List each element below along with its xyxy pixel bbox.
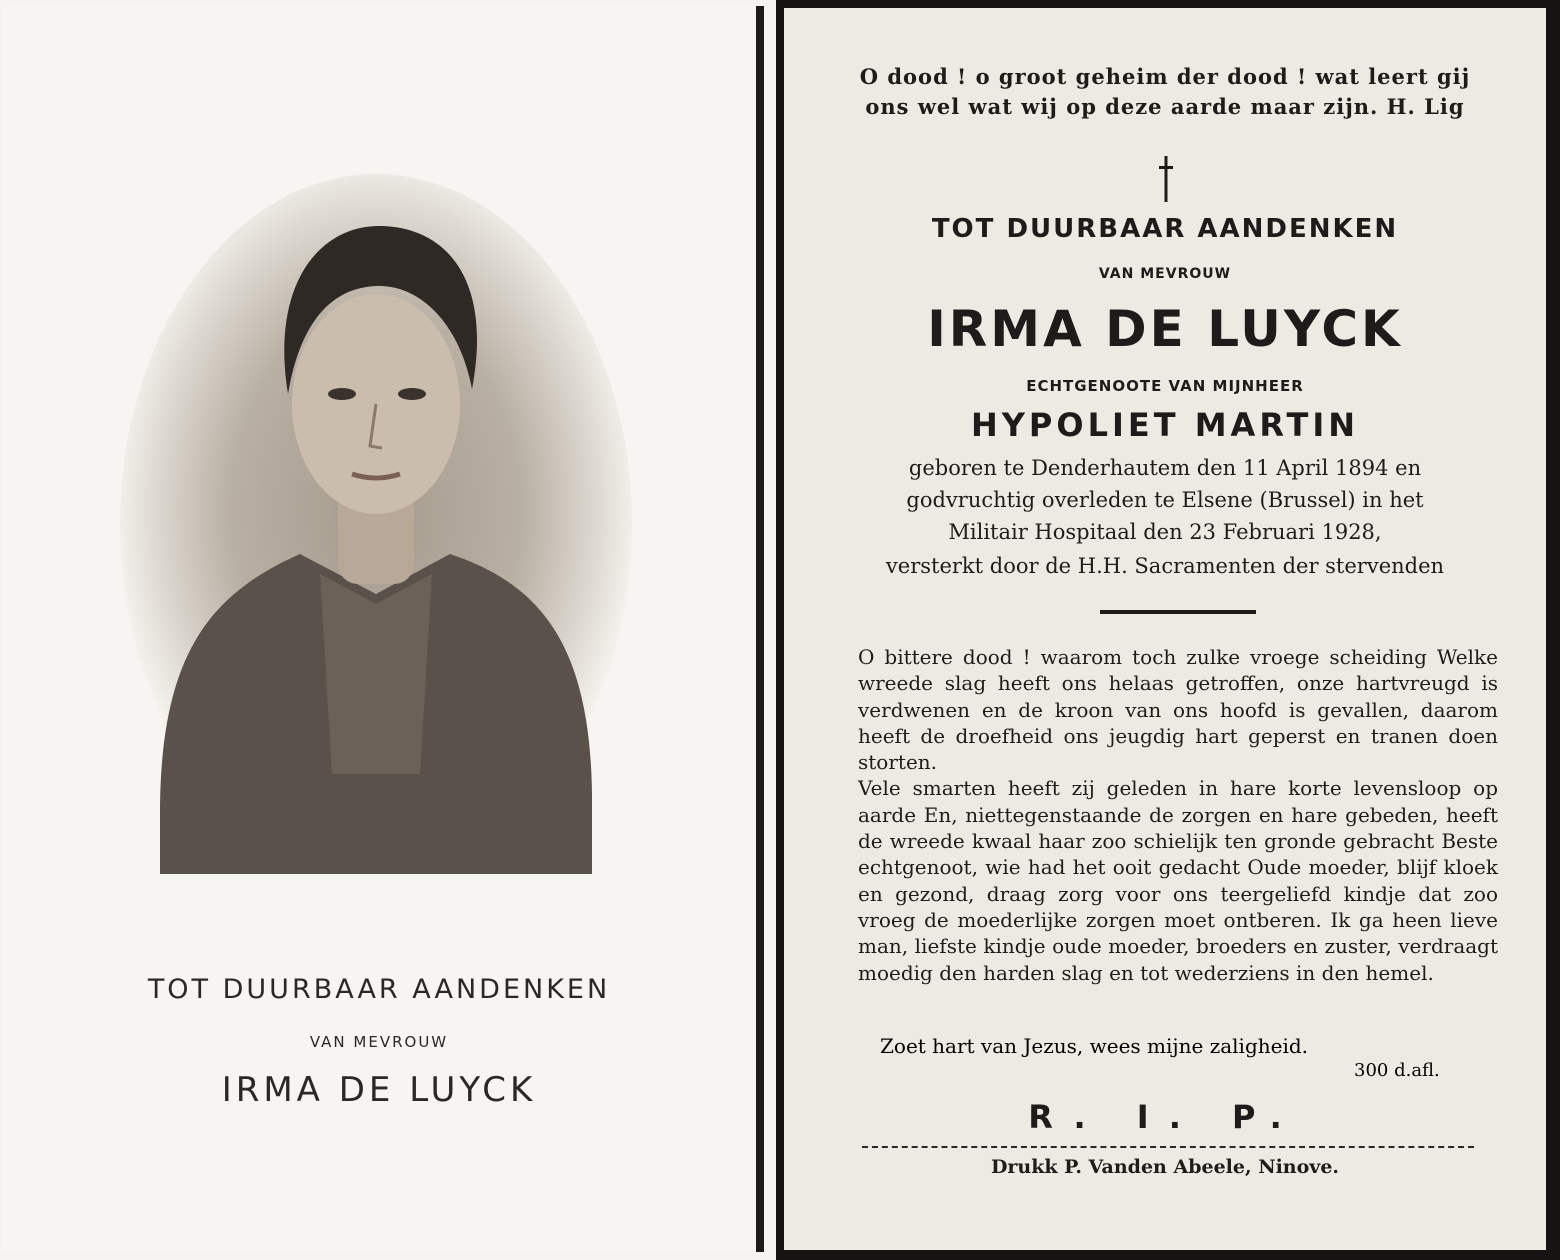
memorial-text	[858, 644, 1498, 986]
dotted-divider	[862, 1146, 1474, 1148]
divider-rule	[1100, 610, 1256, 614]
card-back-face	[784, 8, 1546, 1250]
memorial-paragraph-2: Vele smarten heeft zij geleden in hare korte levensloop op aarde En, niettegenstaande de zorgen en hare gebeden, heeft de wreede kwaal haar zoo schielijk ten gronde gebracht Beste echtgenoot, wie had het ooit gedacht Oude moeder, blijf kloek en gezond, draag zorg voor ons teergeliefd kindje dat zoo vroeg de moederlijke zorgen moet ontberen. Ik ga heen lieve man, liefste kindje oude moeder, broeders en zuster, verdraagt moedig den harden slag en tot wederziens in den hemel.	[858, 776, 1498, 985]
deceased-name: IRMA DE LUYCK	[927, 300, 1403, 358]
printer-credit: Drukk P. Vanden Abeele, Ninove.	[990, 1156, 1340, 1178]
card-front-subtitle: VAN MEVROUW	[309, 1033, 449, 1051]
bio-line-2: godvruchtig overleden te Elsene (Brussel) in het	[906, 488, 1424, 512]
memorial-card-back	[776, 0, 1560, 1260]
indulgence-note: 300 d.afl.	[1354, 1060, 1440, 1081]
prayer-line: Zoet hart van Jezus, wees mijne zaligheid.	[880, 1034, 1309, 1058]
rip-text: R. I. P.	[1028, 1098, 1302, 1136]
card-back-subtitle: VAN MEVROUW	[1098, 266, 1232, 282]
quote-line-1: O dood ! o groot geheim der dood ! wat leert gij	[859, 64, 1471, 89]
card-back-title: TOT DUURBAAR AANDENKEN	[931, 214, 1399, 244]
memorial-paragraph-1: O bittere dood ! waarom toch zulke vroege scheiding Welke wreede slag heeft ons helaas getroffen, onze hartvreugd is verdwenen en de kroon van ons hoofd is gevallen, daarom heeft de droefheid ons jeugdig hart geperst en tranen doen storten.	[858, 645, 1498, 775]
portrait-photo	[120, 174, 632, 874]
quote-line-2: ons wel wat wij op deze aarde maar zijn. H. Lig	[865, 94, 1465, 119]
bio-line-1: geboren te Denderhautem den 11 April 1894 en	[908, 456, 1422, 480]
spouse-name: HYPOLIET MARTIN	[970, 406, 1360, 444]
card-front-name: IRMA DE LUYCK	[221, 1070, 537, 1110]
bio-line-4: versterkt door de H.H. Sacramenten der stervenden	[885, 554, 1445, 578]
spouse-intro: ECHTGENOOTE VAN MIJNHEER	[1026, 377, 1304, 395]
memorial-card-front	[2, 6, 764, 1252]
card-front-face	[2, 6, 756, 1252]
card-front-title: TOT DUURBAAR AANDENKEN	[147, 974, 611, 1005]
cross-icon	[1159, 156, 1173, 202]
bio-line-3: Militair Hospitaal den 23 Februari 1928,	[948, 520, 1382, 544]
